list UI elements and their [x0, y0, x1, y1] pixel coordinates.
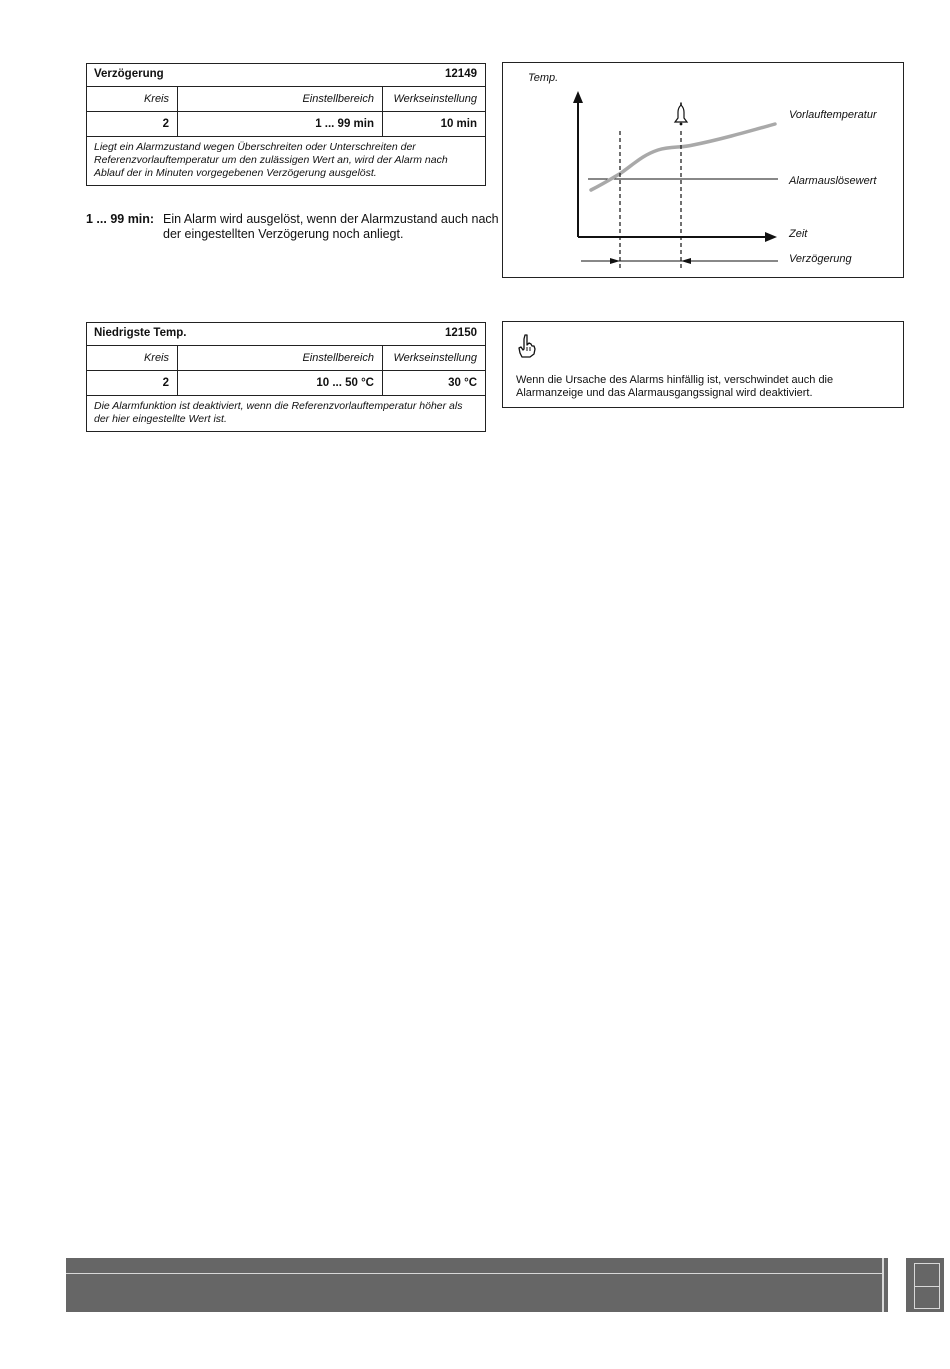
x-axis-arrow: [765, 232, 777, 242]
definition-key: 1 ... 99 min:: [86, 212, 155, 226]
value-kreis: 2: [162, 118, 169, 130]
parameter-title: Verzögerung: [94, 68, 164, 80]
y-axis-label: Temp.: [528, 72, 559, 84]
chapter-tab-marker: [906, 1258, 944, 1312]
note-text: Wenn die Ursache des Alarms hinfällig ist, verschwindet auch die Alarmanzeige und das Alarmausgangssignal wird deaktiviert.: [516, 374, 834, 399]
diagram-graphic: [503, 63, 903, 277]
table-header-row: [87, 346, 485, 371]
delay-label: Verzögerung: [789, 253, 852, 265]
parameter-description: Liegt ein Alarmzustand wegen Überschreiten oder Unterschreiten der Referenzvorlauftemperatur um den zulässigen Wert an, wird der Alarm nach Ablauf der in Minuten vorgegebenen Verzögerung ausgelöst.: [94, 141, 448, 179]
definition-text: Ein Alarm wird ausgelöst, wenn der Alarmzustand auch nach der eingestellten Verzögerung noch anliegt.: [163, 212, 499, 241]
table-title-row: [87, 323, 485, 346]
y-axis-arrow: [573, 91, 583, 103]
temperature-curve: [591, 124, 775, 190]
curve-label: Vorlauftemperatur: [789, 109, 877, 121]
parameter-title: Niedrigste Temp.: [94, 327, 187, 339]
delay-arrow-left: [610, 258, 620, 264]
chapter-tab-frame: [914, 1263, 940, 1309]
lowest-temp-parameter-table: [86, 322, 486, 432]
parameter-number: 12149: [445, 68, 477, 80]
delay-arrow-right: [681, 258, 691, 264]
header-einstellbereich: Einstellbereich: [177, 87, 382, 111]
alarm-delay-diagram: [502, 62, 904, 278]
footer-bar: [66, 1258, 888, 1312]
parameter-description: Die Alarmfunktion ist deaktiviert, wenn die Referenzvorlauftemperatur höher als der hier eingestellte Wert ist.: [94, 400, 463, 425]
footer-edge: [882, 1258, 884, 1312]
note-box: [502, 321, 904, 408]
parameter-number: 12150: [445, 327, 477, 339]
footer-divider: [66, 1273, 882, 1274]
chapter-tab-divider: [915, 1286, 939, 1287]
table-header-row: [87, 87, 485, 112]
value-kreis: 2: [162, 377, 169, 389]
table-value-row: [87, 112, 485, 137]
header-werkseinstellung: Werkseinstellung: [382, 87, 485, 111]
threshold-label: Alarmauslösewert: [789, 175, 877, 187]
value-einstellbereich: 1 ... 99 min: [177, 112, 382, 136]
pointing-hand-icon: [516, 333, 538, 364]
header-kreis: Kreis: [143, 352, 169, 364]
bell-icon: [675, 103, 687, 125]
delay-parameter-table: [86, 63, 486, 186]
value-einstellbereich: 10 ... 50 °C: [177, 371, 382, 395]
value-werkseinstellung: 10 min: [382, 112, 485, 136]
table-value-row: [87, 371, 485, 396]
header-kreis: Kreis: [143, 93, 169, 105]
header-einstellbereich: Einstellbereich: [177, 346, 382, 370]
x-axis-label: Zeit: [789, 228, 808, 240]
table-title-row: [87, 64, 485, 87]
header-werkseinstellung: Werkseinstellung: [382, 346, 485, 370]
value-werkseinstellung: 30 °C: [382, 371, 485, 395]
